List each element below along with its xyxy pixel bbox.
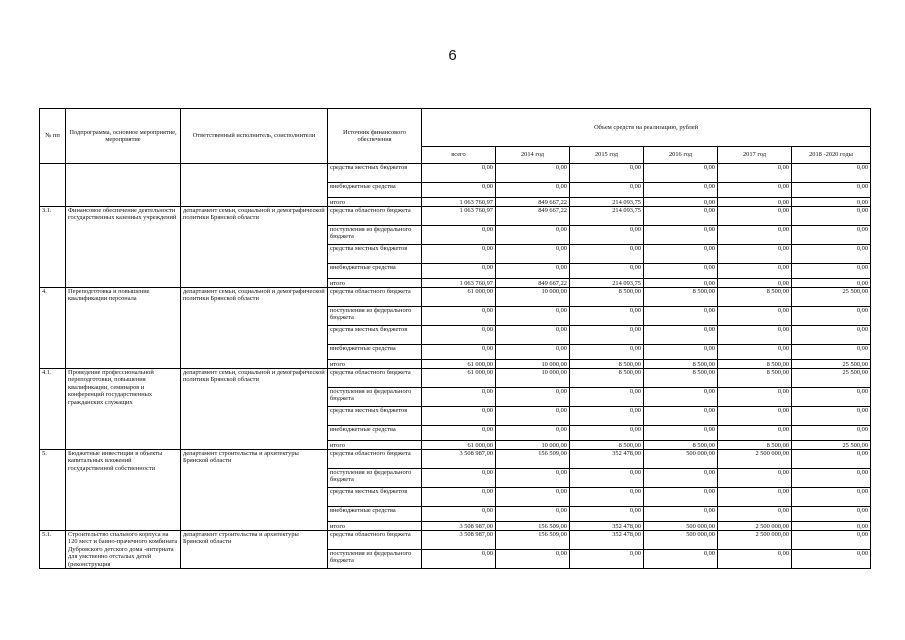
row-source: поступления из федерального бюджета <box>328 388 422 407</box>
row-source: средства местных бюджетов <box>328 326 422 345</box>
amount-cell: 1 063 760,97 <box>422 198 496 207</box>
header-col: 2017 год <box>718 147 792 164</box>
amount-cell: 0,00 <box>496 550 570 569</box>
amount-cell: 0,00 <box>570 226 644 245</box>
row-number: 5.1. <box>40 531 66 569</box>
amount-cell: 352 478,00 <box>570 450 644 469</box>
amount-cell: 0,00 <box>718 407 792 426</box>
amount-cell: 10 000,00 <box>496 288 570 307</box>
row-number: 3.1. <box>40 207 66 288</box>
amount-cell: 0,00 <box>792 426 871 441</box>
amount-cell: 0,00 <box>422 245 496 264</box>
row-name: Финансовое обеспечение деятельности государственных казенных учреждений <box>66 207 181 288</box>
amount-cell: 0,00 <box>644 279 718 288</box>
header-col: 2018 -2020 годы <box>792 147 871 164</box>
amount-cell: 0,00 <box>422 426 496 441</box>
amount-cell: 214 093,75 <box>570 279 644 288</box>
row-source: внебюджетные средства <box>328 345 422 360</box>
amount-cell: 0,00 <box>644 198 718 207</box>
amount-cell: 8 500,00 <box>644 288 718 307</box>
amount-cell: 0,00 <box>792 307 871 326</box>
amount-cell: 0,00 <box>570 326 644 345</box>
amount-cell: 0,00 <box>422 507 496 522</box>
amount-cell: 0,00 <box>422 164 496 183</box>
amount-cell: 0,00 <box>792 279 871 288</box>
row-source: средства областного бюджета <box>328 369 422 388</box>
amount-cell: 25 500,00 <box>792 288 871 307</box>
amount-cell: 0,00 <box>570 388 644 407</box>
header-source: Источник финансового обеспечения <box>328 109 422 164</box>
amount-cell: 8 500,00 <box>718 288 792 307</box>
amount-cell: 0,00 <box>644 207 718 226</box>
row-source: средства областного бюджета <box>328 288 422 307</box>
amount-cell: 0,00 <box>792 488 871 507</box>
amount-cell: 25 500,00 <box>792 360 871 369</box>
table-row <box>40 207 871 226</box>
amount-cell: 0,00 <box>792 207 871 226</box>
table-row <box>40 164 871 183</box>
amount-cell: 0,00 <box>422 388 496 407</box>
amount-cell: 25 500,00 <box>792 441 871 450</box>
table-row <box>40 450 871 469</box>
amount-cell: 0,00 <box>718 469 792 488</box>
amount-cell: 61 000,00 <box>422 441 496 450</box>
row-executor: департамент семьи, социальной и демографической политики Брянской области <box>181 369 328 450</box>
amount-cell: 0,00 <box>570 426 644 441</box>
row-source: итого <box>328 441 422 450</box>
row-source: поступления из федерального бюджета <box>328 469 422 488</box>
amount-cell: 0,00 <box>792 469 871 488</box>
amount-cell: 0,00 <box>570 507 644 522</box>
amount-cell: 0,00 <box>644 264 718 279</box>
amount-cell: 0,00 <box>496 164 570 183</box>
amount-cell: 0,00 <box>718 245 792 264</box>
amount-cell: 1 063 760,97 <box>422 207 496 226</box>
amount-cell: 0,00 <box>718 426 792 441</box>
row-executor: департамент строительства и архитектуры Брянской области <box>181 450 328 531</box>
amount-cell: 0,00 <box>792 531 871 550</box>
row-number: 5. <box>40 450 66 531</box>
amount-cell: 2 500 000,00 <box>718 522 792 531</box>
amount-cell: 156 509,00 <box>496 531 570 550</box>
row-name <box>66 164 181 207</box>
amount-cell: 0,00 <box>792 183 871 198</box>
amount-cell: 214 093,75 <box>570 198 644 207</box>
amount-cell: 0,00 <box>496 245 570 264</box>
amount-cell: 0,00 <box>644 164 718 183</box>
amount-cell: 0,00 <box>422 183 496 198</box>
amount-cell: 0,00 <box>718 307 792 326</box>
row-source: внебюджетные средства <box>328 426 422 441</box>
amount-cell: 0,00 <box>570 245 644 264</box>
amount-cell: 0,00 <box>422 469 496 488</box>
row-name: Проведение профессиональной переподготовки, повышения квалификации, семинаров и конференций государственных гражданских служащих <box>66 369 181 450</box>
amount-cell: 0,00 <box>422 550 496 569</box>
amount-cell: 0,00 <box>718 198 792 207</box>
amount-cell: 500 000,00 <box>644 531 718 550</box>
amount-cell: 0,00 <box>792 450 871 469</box>
amount-cell: 0,00 <box>496 488 570 507</box>
amount-cell: 10 000,00 <box>496 369 570 388</box>
amount-cell: 0,00 <box>570 488 644 507</box>
amount-cell: 0,00 <box>496 307 570 326</box>
header-col: 2016 год <box>644 147 718 164</box>
amount-cell: 0,00 <box>422 326 496 345</box>
amount-cell: 8 500,00 <box>644 360 718 369</box>
amount-cell: 61 000,00 <box>422 288 496 307</box>
amount-cell: 3 508 987,00 <box>422 522 496 531</box>
amount-cell: 0,00 <box>496 183 570 198</box>
header-col: 2014 год <box>496 147 570 164</box>
amount-cell: 0,00 <box>422 488 496 507</box>
amount-cell: 0,00 <box>792 407 871 426</box>
amount-cell: 0,00 <box>644 345 718 360</box>
row-executor: департамент строительства и архитектуры Брянской области <box>181 531 328 569</box>
amount-cell: 0,00 <box>496 407 570 426</box>
row-number: 4. <box>40 288 66 369</box>
row-source: средства местных бюджетов <box>328 488 422 507</box>
amount-cell: 0,00 <box>496 326 570 345</box>
amount-cell: 0,00 <box>570 469 644 488</box>
amount-cell: 0,00 <box>570 307 644 326</box>
amount-cell: 352 478,00 <box>570 531 644 550</box>
amount-cell: 0,00 <box>644 550 718 569</box>
amount-cell: 0,00 <box>718 279 792 288</box>
amount-cell: 2 500 000,00 <box>718 531 792 550</box>
amount-cell: 8 500,00 <box>570 441 644 450</box>
amount-cell: 0,00 <box>718 326 792 345</box>
amount-cell: 0,00 <box>644 183 718 198</box>
amount-cell: 0,00 <box>496 507 570 522</box>
amount-cell: 0,00 <box>422 307 496 326</box>
amount-cell: 10 000,00 <box>496 360 570 369</box>
row-source: поступления из федерального бюджета <box>328 307 422 326</box>
amount-cell: 61 000,00 <box>422 369 496 388</box>
row-executor <box>181 164 328 207</box>
table-row <box>40 531 871 550</box>
header-num: № пп <box>40 109 66 164</box>
table-row <box>40 288 871 307</box>
amount-cell: 0,00 <box>792 264 871 279</box>
amount-cell: 0,00 <box>570 264 644 279</box>
amount-cell: 0,00 <box>718 264 792 279</box>
row-source: средства областного бюджета <box>328 531 422 550</box>
amount-cell: 0,00 <box>718 550 792 569</box>
row-source: внебюджетные средства <box>328 264 422 279</box>
row-source: итого <box>328 198 422 207</box>
row-name: Бюджетные инвестиции в объекты капитальных вложений государственной собственности <box>66 450 181 531</box>
amount-cell: 0,00 <box>792 345 871 360</box>
row-name: Строительство спального корпуса на 120 мест и банно-прачечного комбината Дубровского детского дома -интерната для умственно отсталых детей (реконструкция <box>66 531 181 569</box>
amount-cell: 8 500,00 <box>570 369 644 388</box>
amount-cell: 8 500,00 <box>570 288 644 307</box>
amount-cell: 214 093,75 <box>570 207 644 226</box>
amount-cell: 0,00 <box>570 164 644 183</box>
amount-cell: 2 500 000,00 <box>718 450 792 469</box>
amount-cell: 3 508 987,00 <box>422 450 496 469</box>
row-source: поступления из федерального бюджета <box>328 226 422 245</box>
amount-cell: 0,00 <box>718 488 792 507</box>
row-source: средства областного бюджета <box>328 207 422 226</box>
amount-cell: 0,00 <box>792 326 871 345</box>
amount-cell: 1 063 760,97 <box>422 279 496 288</box>
financing-table <box>39 108 871 569</box>
table-row <box>40 369 871 388</box>
row-number <box>40 164 66 207</box>
row-source: средства областного бюджета <box>328 450 422 469</box>
table-body <box>40 164 871 569</box>
amount-cell: 0,00 <box>644 488 718 507</box>
row-source: средства местных бюджетов <box>328 245 422 264</box>
row-source: внебюджетные средства <box>328 183 422 198</box>
header-col: всего <box>422 147 496 164</box>
amount-cell: 0,00 <box>718 164 792 183</box>
amount-cell: 0,00 <box>644 307 718 326</box>
amount-cell: 0,00 <box>570 183 644 198</box>
amount-cell: 0,00 <box>570 345 644 360</box>
row-source: средства местных бюджетов <box>328 164 422 183</box>
amount-cell: 0,00 <box>496 264 570 279</box>
row-source: средства местных бюджетов <box>328 407 422 426</box>
row-name: Переподготовка и повышение квалификации персонала <box>66 288 181 369</box>
amount-cell: 0,00 <box>792 198 871 207</box>
row-source: итого <box>328 360 422 369</box>
amount-cell: 0,00 <box>792 388 871 407</box>
amount-cell: 156 509,00 <box>496 522 570 531</box>
amount-cell: 8 500,00 <box>644 369 718 388</box>
row-source: внебюджетные средства <box>328 507 422 522</box>
amount-cell: 0,00 <box>644 469 718 488</box>
amount-cell: 3 508 987,00 <box>422 531 496 550</box>
amount-cell: 352 478,00 <box>570 522 644 531</box>
amount-cell: 0,00 <box>644 245 718 264</box>
amount-cell: 0,00 <box>718 183 792 198</box>
amount-cell: 0,00 <box>570 407 644 426</box>
amount-cell: 0,00 <box>792 164 871 183</box>
amount-cell: 61 000,00 <box>422 360 496 369</box>
amount-cell: 8 500,00 <box>718 360 792 369</box>
amount-cell: 500 000,00 <box>644 522 718 531</box>
amount-cell: 849 667,22 <box>496 198 570 207</box>
page-number: 6 <box>448 47 457 64</box>
amount-cell: 849 667,22 <box>496 207 570 226</box>
header-name: Подпрограмма, основное мероприятие, мероприятие <box>66 109 181 164</box>
amount-cell: 0,00 <box>496 388 570 407</box>
header-col: 2015 год <box>570 147 644 164</box>
amount-cell: 8 500,00 <box>718 369 792 388</box>
amount-cell: 0,00 <box>644 226 718 245</box>
amount-cell: 0,00 <box>644 507 718 522</box>
amount-cell: 0,00 <box>644 388 718 407</box>
row-executor: департамент семьи, социальной и демографической политики Брянской области <box>181 288 328 369</box>
amount-cell: 0,00 <box>422 226 496 245</box>
amount-cell: 0,00 <box>422 345 496 360</box>
amount-cell: 8 500,00 <box>718 441 792 450</box>
amount-cell: 0,00 <box>496 426 570 441</box>
amount-cell: 0,00 <box>496 345 570 360</box>
amount-cell: 0,00 <box>792 245 871 264</box>
amount-cell: 8 500,00 <box>644 441 718 450</box>
amount-cell: 0,00 <box>718 207 792 226</box>
amount-cell: 8 500,00 <box>570 360 644 369</box>
amount-cell: 500 000,00 <box>644 450 718 469</box>
amount-cell: 156 509,00 <box>496 450 570 469</box>
amount-cell: 0,00 <box>422 407 496 426</box>
amount-cell: 0,00 <box>792 226 871 245</box>
row-source: итого <box>328 279 422 288</box>
amount-cell: 0,00 <box>718 388 792 407</box>
amount-cell: 0,00 <box>644 326 718 345</box>
amount-cell: 0,00 <box>718 226 792 245</box>
amount-cell: 0,00 <box>792 522 871 531</box>
amount-cell: 0,00 <box>792 550 871 569</box>
amount-cell: 25 500,00 <box>792 369 871 388</box>
amount-cell: 0,00 <box>496 226 570 245</box>
amount-cell: 10 000,00 <box>496 441 570 450</box>
row-executor: департамент семьи, социальной и демографической политики Брянской области <box>181 207 328 288</box>
row-source: поступления из федерального бюджета <box>328 550 422 569</box>
amount-cell: 0,00 <box>792 507 871 522</box>
amount-cell: 0,00 <box>718 507 792 522</box>
amount-cell: 0,00 <box>644 426 718 441</box>
header-volume: Объем средств на реализацию, рублей <box>422 109 871 147</box>
amount-cell: 0,00 <box>422 264 496 279</box>
header-executor: Ответственный исполнитель, соисполнители <box>181 109 328 164</box>
amount-cell: 0,00 <box>496 469 570 488</box>
amount-cell: 0,00 <box>718 345 792 360</box>
amount-cell: 0,00 <box>570 550 644 569</box>
amount-cell: 0,00 <box>644 407 718 426</box>
row-number: 4.1. <box>40 369 66 450</box>
row-source: итого <box>328 522 422 531</box>
amount-cell: 849 667,22 <box>496 279 570 288</box>
